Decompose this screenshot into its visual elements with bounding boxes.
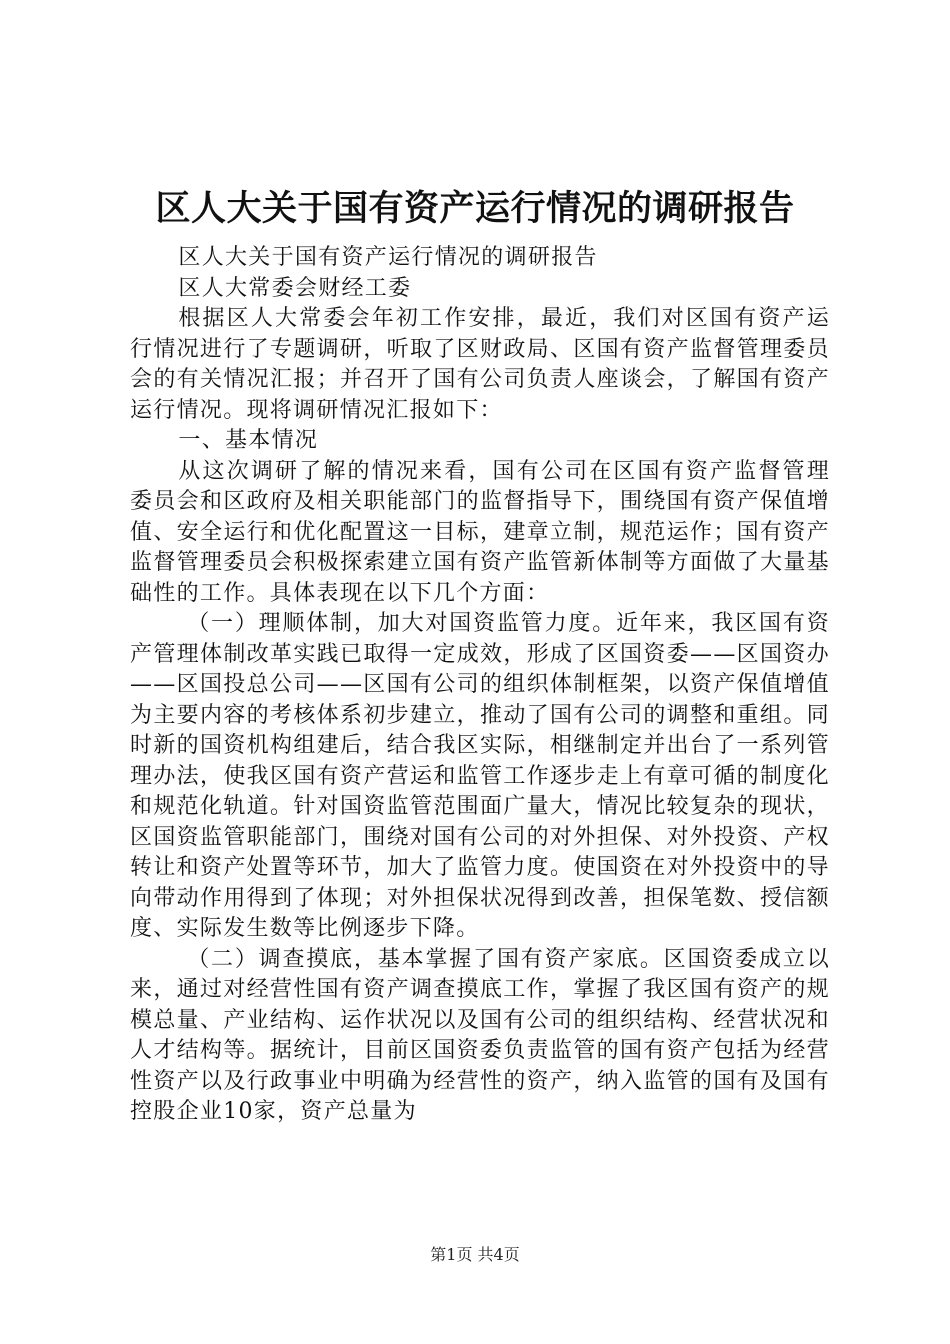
page-footer: 第1页 共4页 (430, 1245, 520, 1264)
paragraph-author: 区人大常委会财经工委 (178, 275, 412, 301)
document-title: 区人大关于国有资产运行情况的调研报告 (155, 188, 795, 229)
paragraph-item-1: （一）理顺体制，加大对国资监管力度。近年来，我区国有资产管理体制改革实践已取得一定成效，形成了区国资委——区国资办——区国投总公司——区国有公司的组织体制框架，以资产保值增值为主要内容的考核体系初步建立，推动了国有公司的调整和重组。同时新的国资机构组建后，结合我区实际，相继制定并出台了一系列管理办法，使我区国有资产营运和监管工作逐步走上有章可循的制度化和规范化轨道。针对国资监管范围面广量大，情况比较复杂的现状，区国资监管职能部门，围绕对国有公司的对外担保、对外投资、产权转让和资产处置等环节，加大了监管力度。使国资在对外投资中的导向带动作用得到了体现；对外担保状况得到改善，担保笔数、授信额度、实际发生数等比例逐步下降。 (130, 611, 830, 941)
section-heading: 一、基本情况 (178, 428, 319, 453)
paragraph-overview: 从这次调研了解的情况来看，国有公司在区国有资产监督管理委员会和区政府及相关职能部门的监督指导下，围绕国有资产保值增值、安全运行和优化配置这一目标，建章立制，规范运作；国有资产监督管理委员会积极探索建立国有资产监管新体制等方面做了大量基础性的工作。具体表现在以下几个方面： (130, 458, 830, 606)
paragraph-intro: 根据区人大常委会年初工作安排，最近，我们对区国有资产运行情况进行了专题调研，听取了区财政局、区国有资产监督管理委员会的有关情况汇报；并召开了国有公司负责人座谈会，了解国有资产运行情况。现将调研情况汇报如下： (130, 306, 830, 423)
document-body (130, 243, 830, 1128)
paragraph-subtitle: 区人大关于国有资产运行情况的调研报告 (178, 245, 598, 270)
paragraph-item-2: （二）调查摸底，基本掌握了国有资产家底。区国资委成立以来，通过对经营性国有资产调查摸底工作，掌握了我区国有资产的规模总量、产业结构、运作状况以及国有公司的组织结构、经营状况和人才结构等。据统计，目前区国资委负责监管的国有资产包括为经营性资产以及行政事业中明确为经营性的资产，纳入监管的国有及国有控股企业10家，资产总量为 (130, 946, 830, 1124)
